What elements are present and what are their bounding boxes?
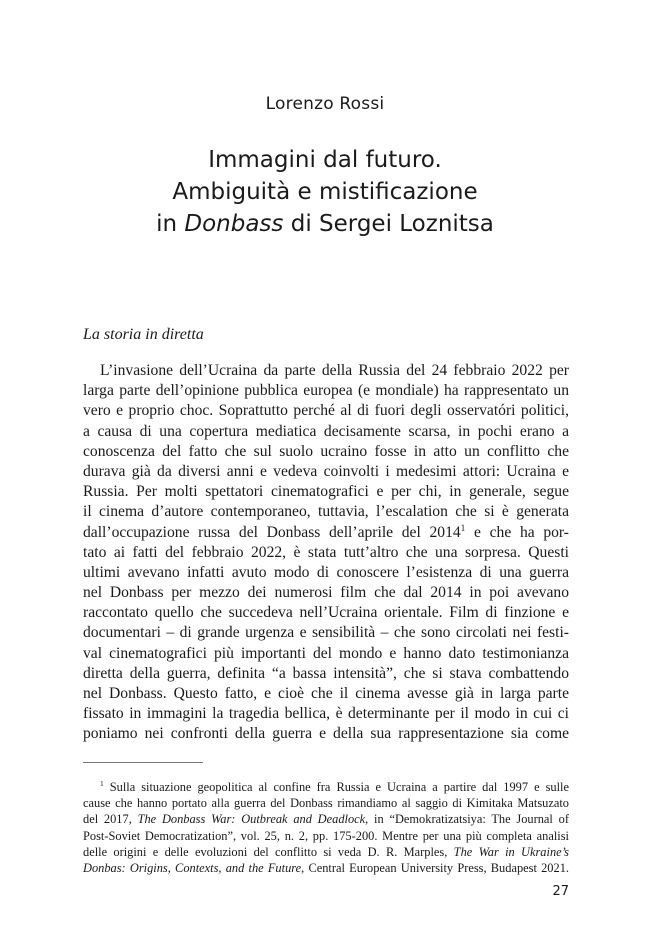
footnote-divider <box>83 762 203 763</box>
chapter-title <box>0 144 650 240</box>
footnote-line-3-suffix: , in “Demokratizatsiya: The Journal of <box>365 812 569 827</box>
footnote-line-3-prefix: del 2017, <box>83 812 138 827</box>
body-line: nel Donbass. Questo fatto, e cioè che il cinema avesse già in larga parte <box>83 685 569 702</box>
body-line: durava già da diversi anni e vedeva coinvolti i medesimi attori: Ucraina e <box>83 462 569 480</box>
footnote-cited-book-part2: Donbas: Origins, Contexts, and the Future <box>83 860 302 875</box>
footnote-line-6-suffix: , Central European University Press, Budapest 2021. <box>301 860 569 875</box>
footnote-marker: 1 <box>100 779 104 788</box>
body-line: documentari – di grande urgenza e sensibilità – che sono circolati nei festi- <box>83 624 569 642</box>
footnote-reference[interactable]: 1 <box>460 523 466 534</box>
footnote-cited-work: The Donbass War: Outbreak and Deadlock <box>137 812 366 827</box>
title-line-2: Ambiguità e mistificazione <box>172 179 478 205</box>
body-line: poniamo nei confronti della guerra e della sua rappresentazione sia come <box>83 725 569 743</box>
body-line: nel Donbass per mezzo dei numerosi film che dal 2014 in poi avevano <box>83 584 569 602</box>
footnote-line <box>83 844 569 860</box>
footnote-line: Post-Soviet Democratization”, vol. 25, n. 2, pp. 175-200. Mentre per una più completa analisi <box>83 828 569 843</box>
footnote-line <box>83 779 569 795</box>
footnote-line: cause che hanno portato alla guerra del Donbass rimandiamo al saggio di Kimitaka Matsuzato <box>83 796 569 811</box>
footnote-line <box>83 811 569 827</box>
body-line: tato ai fatti del febbraio 2022, è stata tutt’altro che una sorpresa. Questi <box>83 543 569 561</box>
body-line-9-suffix: e che ha por- <box>465 523 569 541</box>
footnote-line-5-prefix: delle origini e delle evoluzioni del conflitto si veda D. R. Marples, <box>83 844 454 859</box>
title-line-3-suffix: di Sergei Loznitsa <box>283 211 494 237</box>
body-line: larga parte dell’opinione pubblica europea (e mondiale) ha rappresentato un <box>83 382 569 400</box>
body-line: a causa di una copertura mediatica decisamente scarsa, in pochi erano a <box>83 422 569 440</box>
body-line: diretta della guerra, definita “a bassa intensità”, che si stava combattendo <box>83 664 569 682</box>
footnote-line <box>83 860 569 876</box>
title-line-3-prefix: in <box>156 211 185 237</box>
body-line: fissato in immagini la tragedia bellica, è determinante per il modo in cui ci <box>83 705 569 723</box>
body-line: conoscenza del fatto che sul suolo ucraino fosse in atto un conflitto che <box>83 442 569 460</box>
title-film-name: Donbass <box>184 211 284 237</box>
section-heading: La storia in diretta <box>83 326 204 343</box>
body-line: raccontato quello che succedeva nell’Ucraina orientale. Film di finzione e <box>83 604 569 622</box>
title-line-3 <box>0 208 650 240</box>
body-line: val cinematografici più importanti del mondo e hanno dato testimonianza <box>83 644 569 662</box>
footnote <box>83 779 569 876</box>
body-line: vero e proprio choc. Soprattutto perché al di fuori degli osservatóri politici, <box>83 402 569 420</box>
body-paragraph <box>83 361 569 745</box>
body-line-9-text: dall’occupazione russa del Donbass dell’aprile del 2014 <box>83 523 461 541</box>
body-line: ultimi avevano infatti avuto modo di conoscere l’esistenza di una guerra <box>83 563 569 581</box>
body-line <box>83 523 569 543</box>
title-line-1: Immagini dal futuro. <box>208 147 442 173</box>
author-name: Lorenzo Rossi <box>265 94 385 114</box>
body-line: L’invasione dell’Ucraina da parte della Russia del 24 febbraio 2022 per <box>100 362 569 379</box>
body-line: il cinema d’autore contemporaneo, tuttavia, l’escalation che si è generata <box>83 503 569 521</box>
footnote-line-1-text: Sulla situazione geopolitica al confine fra Russia e Ucraina a partire dal 1997 e sulle <box>103 780 569 794</box>
page-number: 27 <box>552 884 569 899</box>
body-line: Russia. Per molti spettatori cinematografici e per chi, in generale, segue <box>83 483 569 501</box>
footnote-cited-book-part1: The War in Ukraine’s <box>453 844 569 859</box>
